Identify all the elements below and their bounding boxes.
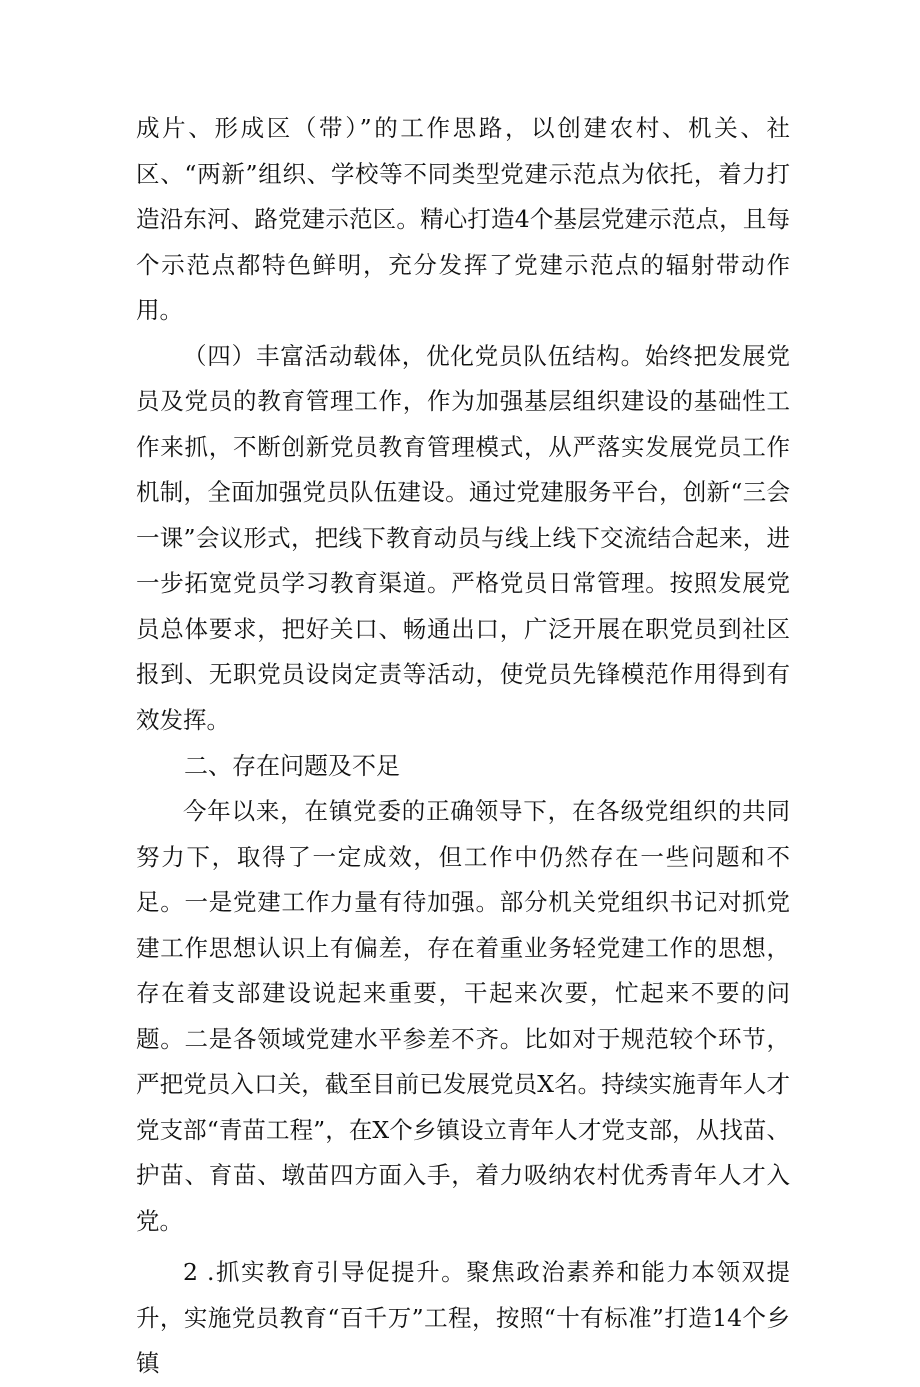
paragraph-section-four: （四）丰富活动载体，优化党员队伍结构。始终把发展党员及党员的教育管理工作，作为加强基层组织建设的基础性工作来抓，不断创新党员教育管理模式，从严落实发展党员工作机制，全面加强党员队伍建设。通过党建服务平台，创新“三会一课”会议形式，把线下教育动员与线上线下交流结合起来，进一步拓宽党员学习教育渠道。严格党员日常管理。按照发展党员总体要求，把好关口、畅通出口，广泛开展在职党员到社区报到、无职党员设岗定责等活动，使党员先锋模范作用得到有效发挥。 (136, 341, 790, 734)
paragraph-item-two: 2 .抓实教育引导促提升。聚焦政治素养和能力本领双提升，实施党员教育“百千万”工程，按照“十有标准”打造14个乡镇 (136, 1258, 790, 1377)
paragraph-continuation: 成片、形成区（带）”的工作思路，以创建农村、机关、社区、“两新”组织、学校等不同类型党建示范点为依托，着力打造沿东河、路党建示范区。精心打造4个基层党建示范点，且每个示范点都特色鲜明，充分发挥了党建示范点的辐射带动作用。 (136, 114, 790, 324)
document-body (136, 106, 790, 1387)
section-heading-problems: 二、存在问题及不足 (184, 752, 400, 780)
paragraph-problems: 今年以来，在镇党委的正确领导下，在各级党组织的共同努力下，取得了一定成效，但工作中仍然存在一些问题和不足。一是党建工作力量有待加强。部分机关党组织书记对抓党建工作思想认识上有偏差，存在着重业务轻党建工作的思想，存在着支部建设说起来重要，干起来次要，忙起来不要的问题。二是各领域党建水平参差不齐。比如对于规范较个环节，严把党员入口关，截至目前已发展党员X名。持续实施青年人才党支部“青苗工程”，在X个乡镇设立青年人才党支部，从找苗、护苗、育苗、墩苗四方面入手，着力吸纳农村优秀青年人才入党。 (136, 797, 790, 1235)
